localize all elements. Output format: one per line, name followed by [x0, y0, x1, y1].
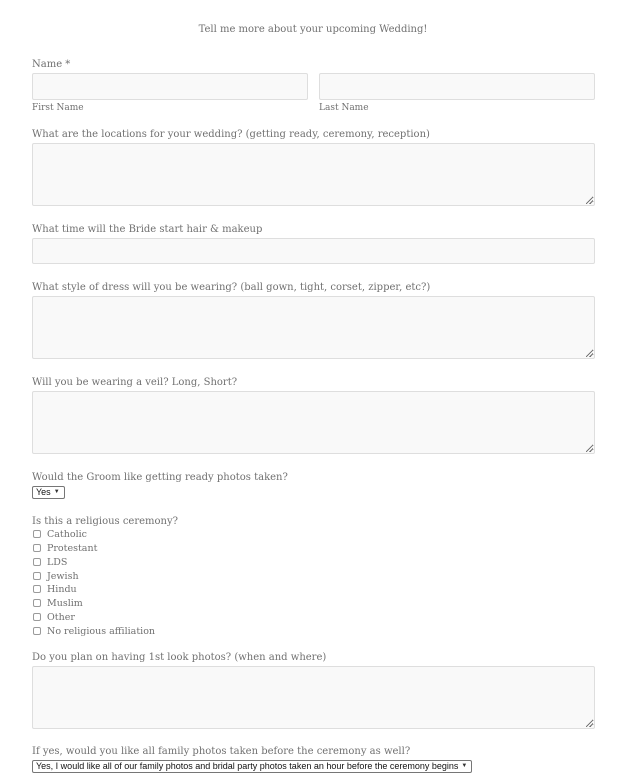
hair-time-input[interactable]	[32, 238, 595, 264]
first-name-sublabel: First Name	[32, 103, 84, 113]
chevron-down-icon: ▼	[461, 763, 468, 769]
checkbox[interactable]	[33, 572, 41, 580]
religion-option-lds[interactable]: LDS	[33, 556, 67, 568]
last-name-input[interactable]	[319, 73, 595, 100]
family-photos-label: If yes, would you like all family photos taken before the ceremony as well?	[32, 746, 411, 757]
first-look-label: Do you plan on having 1st look photos? (when and where)	[32, 652, 327, 663]
groom-photos-select[interactable]	[32, 486, 65, 499]
religion-option-jewish[interactable]: Jewish	[33, 570, 79, 582]
religion-option-muslim[interactable]: Muslim	[33, 597, 83, 609]
hair-time-label: What time will the Bride start hair & makeup	[32, 224, 263, 235]
family-photos-selected-value: Yes, I would like all of our family photos and bridal party photos taken an hour before the ceremony begins	[36, 761, 459, 771]
family-photos-select[interactable]	[32, 760, 472, 773]
religion-option-protestant[interactable]: Protestant	[33, 542, 97, 554]
name-label: Name *	[32, 59, 71, 70]
religion-label: Is this a religious ceremony?	[32, 516, 179, 527]
checkbox[interactable]	[33, 613, 41, 621]
checkbox[interactable]	[33, 530, 41, 538]
chevron-down-icon: ▼	[53, 489, 60, 495]
religion-option-catholic[interactable]: Catholic	[33, 528, 87, 540]
locations-textarea[interactable]	[32, 143, 595, 206]
checkbox[interactable]	[33, 585, 41, 593]
first-look-textarea[interactable]	[32, 666, 595, 729]
checkbox[interactable]	[33, 544, 41, 552]
veil-textarea[interactable]	[32, 391, 595, 454]
groom-photos-selected-value: Yes	[36, 487, 51, 497]
checkbox[interactable]	[33, 558, 41, 566]
religion-option-other[interactable]: Other	[33, 611, 75, 623]
first-name-input[interactable]	[32, 73, 308, 100]
groom-photos-label: Would the Groom like getting ready photos taken?	[32, 472, 288, 483]
locations-label: What are the locations for your wedding? (getting ready, ceremony, reception)	[32, 129, 430, 140]
religion-option-hindu[interactable]: Hindu	[33, 583, 77, 595]
religion-option-none[interactable]: No religious affiliation	[33, 625, 155, 637]
veil-label: Will you be wearing a veil? Long, Short?	[32, 377, 238, 388]
checkbox[interactable]	[33, 627, 41, 635]
checkbox[interactable]	[33, 599, 41, 607]
last-name-sublabel: Last Name	[319, 103, 369, 113]
dress-style-label: What style of dress will you be wearing? (ball gown, tight, corset, zipper, etc?)	[32, 282, 431, 293]
dress-style-textarea[interactable]	[32, 296, 595, 359]
form-intro: Tell me more about your upcoming Wedding!	[198, 24, 428, 35]
